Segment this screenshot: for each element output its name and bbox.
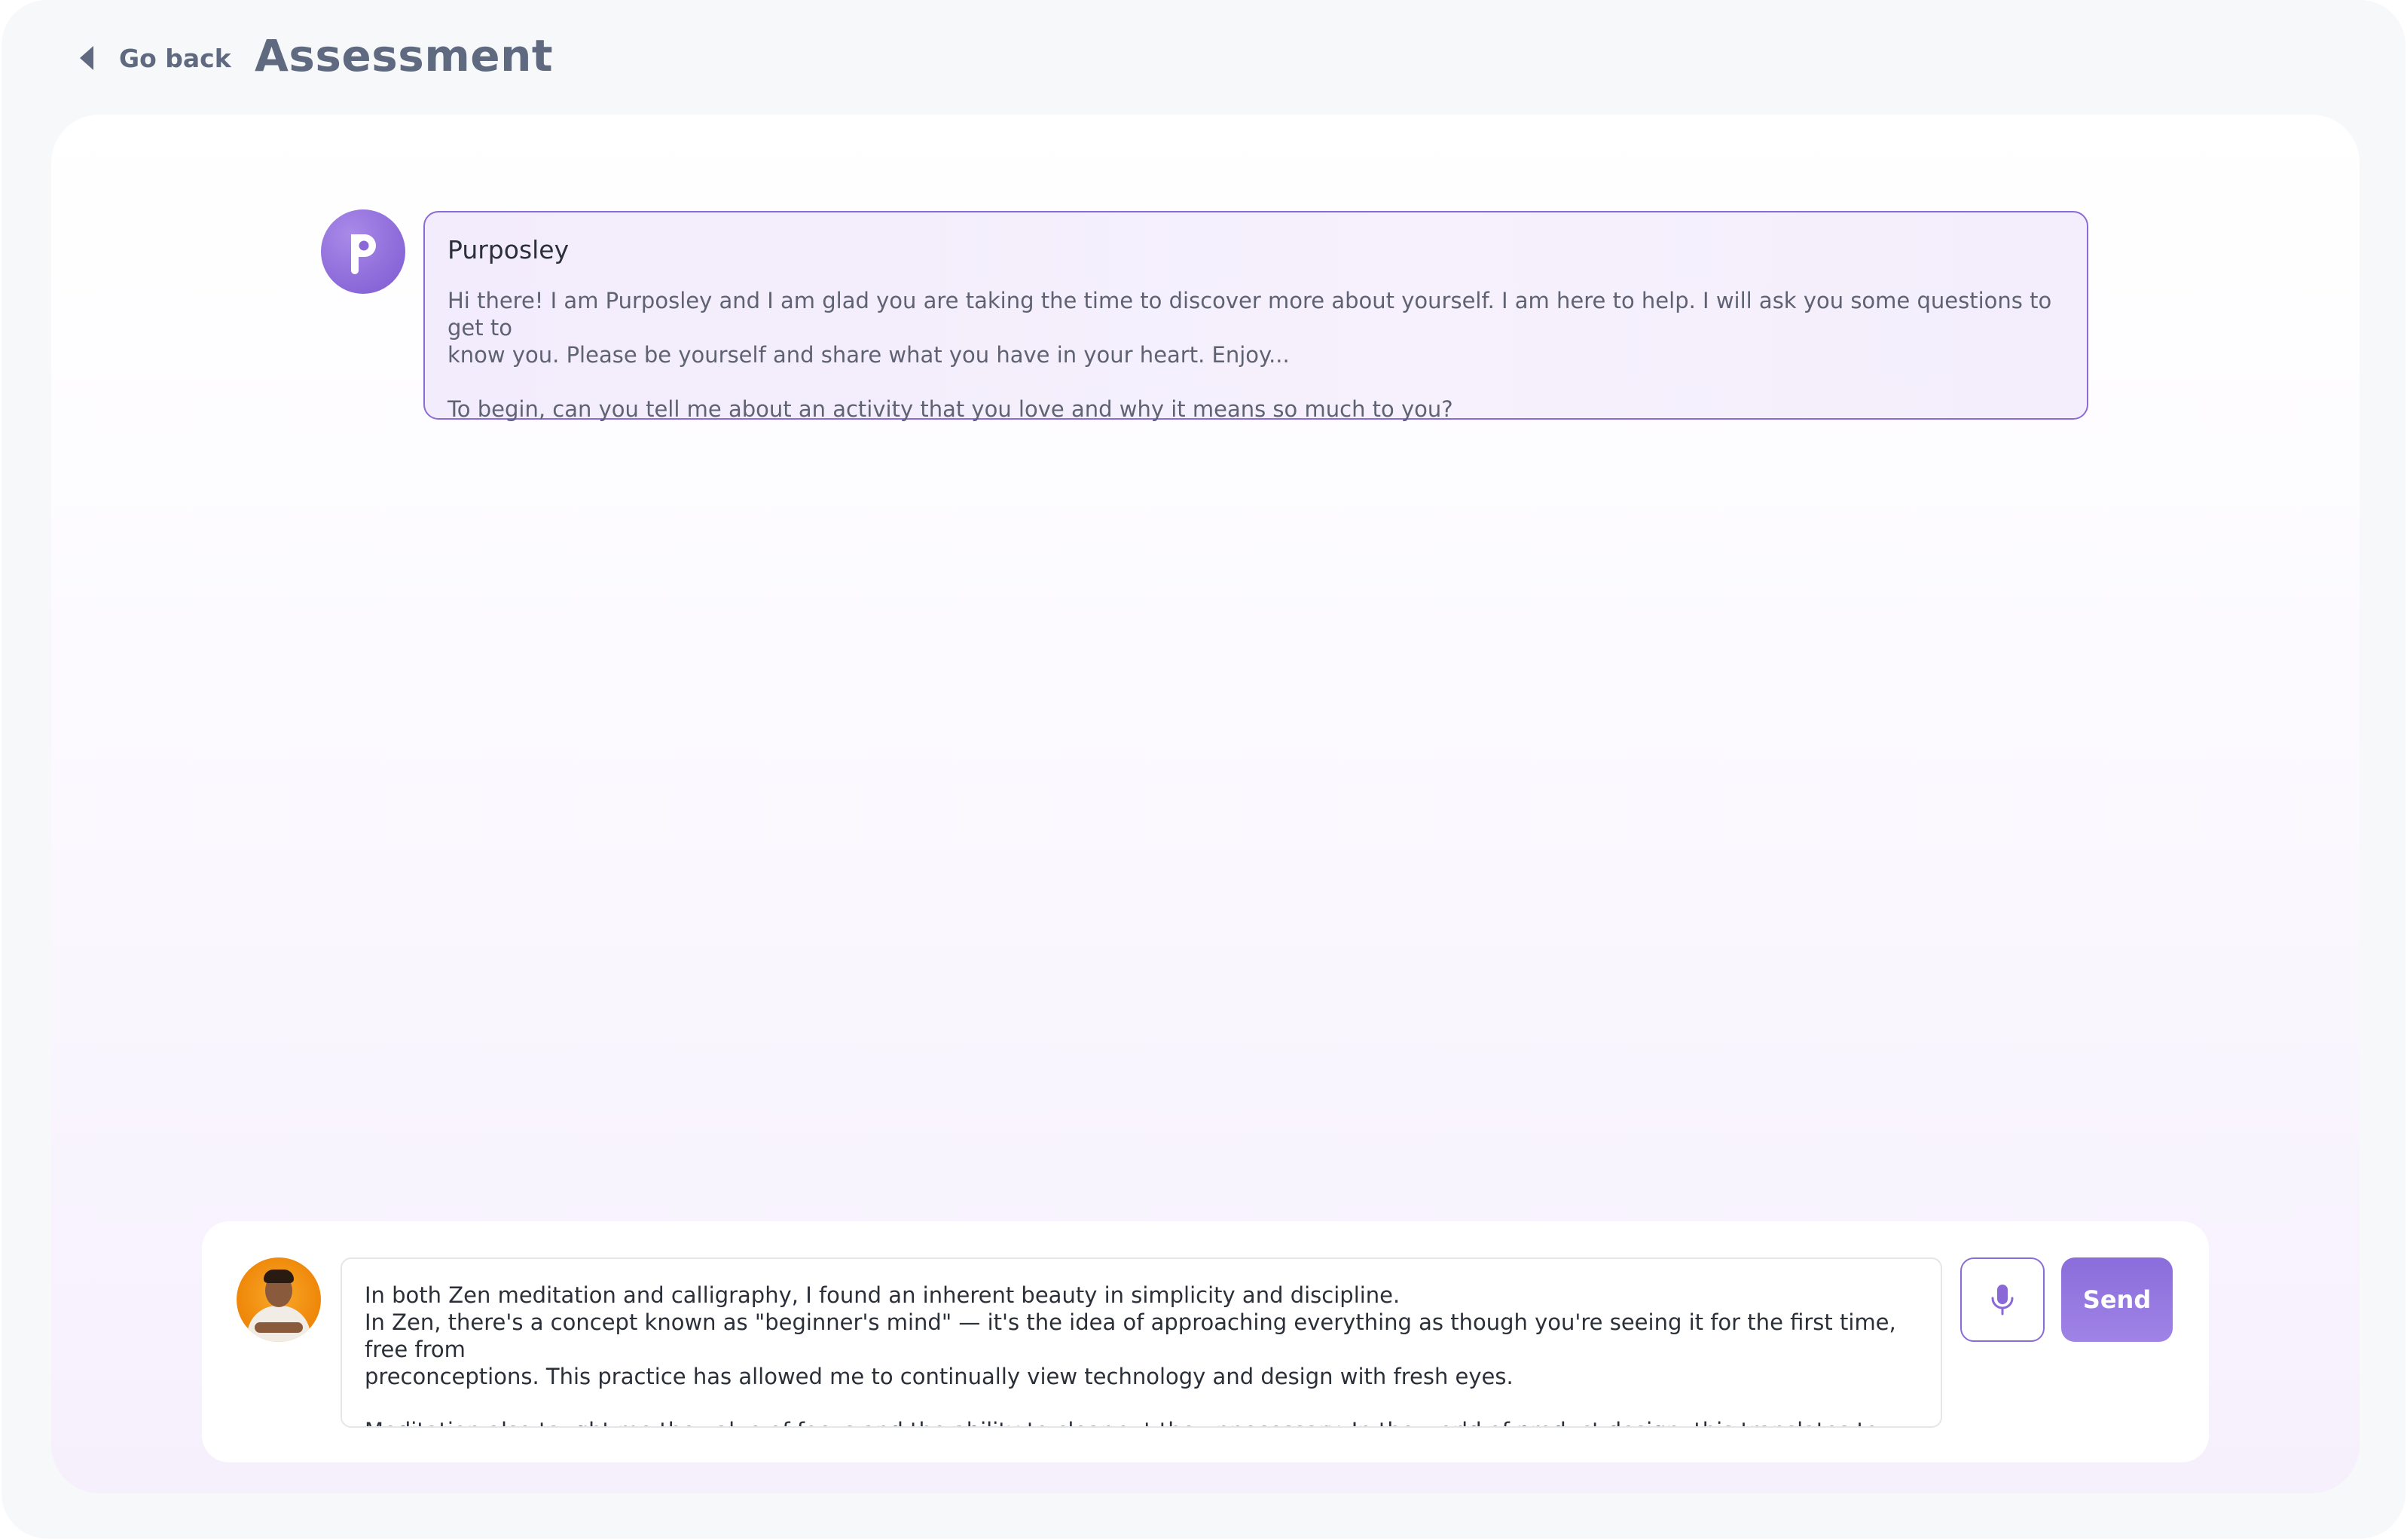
microphone-icon (1990, 1283, 2014, 1316)
header (2, 0, 2405, 113)
caret-left-icon (80, 46, 93, 70)
user-avatar (237, 1257, 321, 1342)
message-input[interactable] (341, 1257, 1942, 1428)
microphone-button[interactable] (1960, 1257, 2045, 1342)
message-composer (202, 1221, 2209, 1462)
go-back-button[interactable] (80, 39, 231, 77)
bot-avatar (321, 209, 405, 294)
bot-message-text: Hi there! I am Purposley and I am glad you are taking the time to discover more about yourself. I am here to help. I will ask you some questions to get to know you. Please be yourself and share what you have in your heart. Enjoy... To begin, can you tell me about an activity that you love and why it means so much to you? (447, 288, 2052, 422)
page-title: Assessment (255, 30, 554, 81)
chat-panel (51, 115, 2360, 1493)
go-back-label: Go back (119, 43, 231, 73)
purposley-logo-icon (341, 227, 386, 277)
send-button[interactable]: Send (2061, 1257, 2173, 1342)
bot-sender-name: Purposley (447, 235, 570, 264)
app-window (2, 0, 2405, 1538)
bot-message-bubble (423, 211, 2088, 420)
